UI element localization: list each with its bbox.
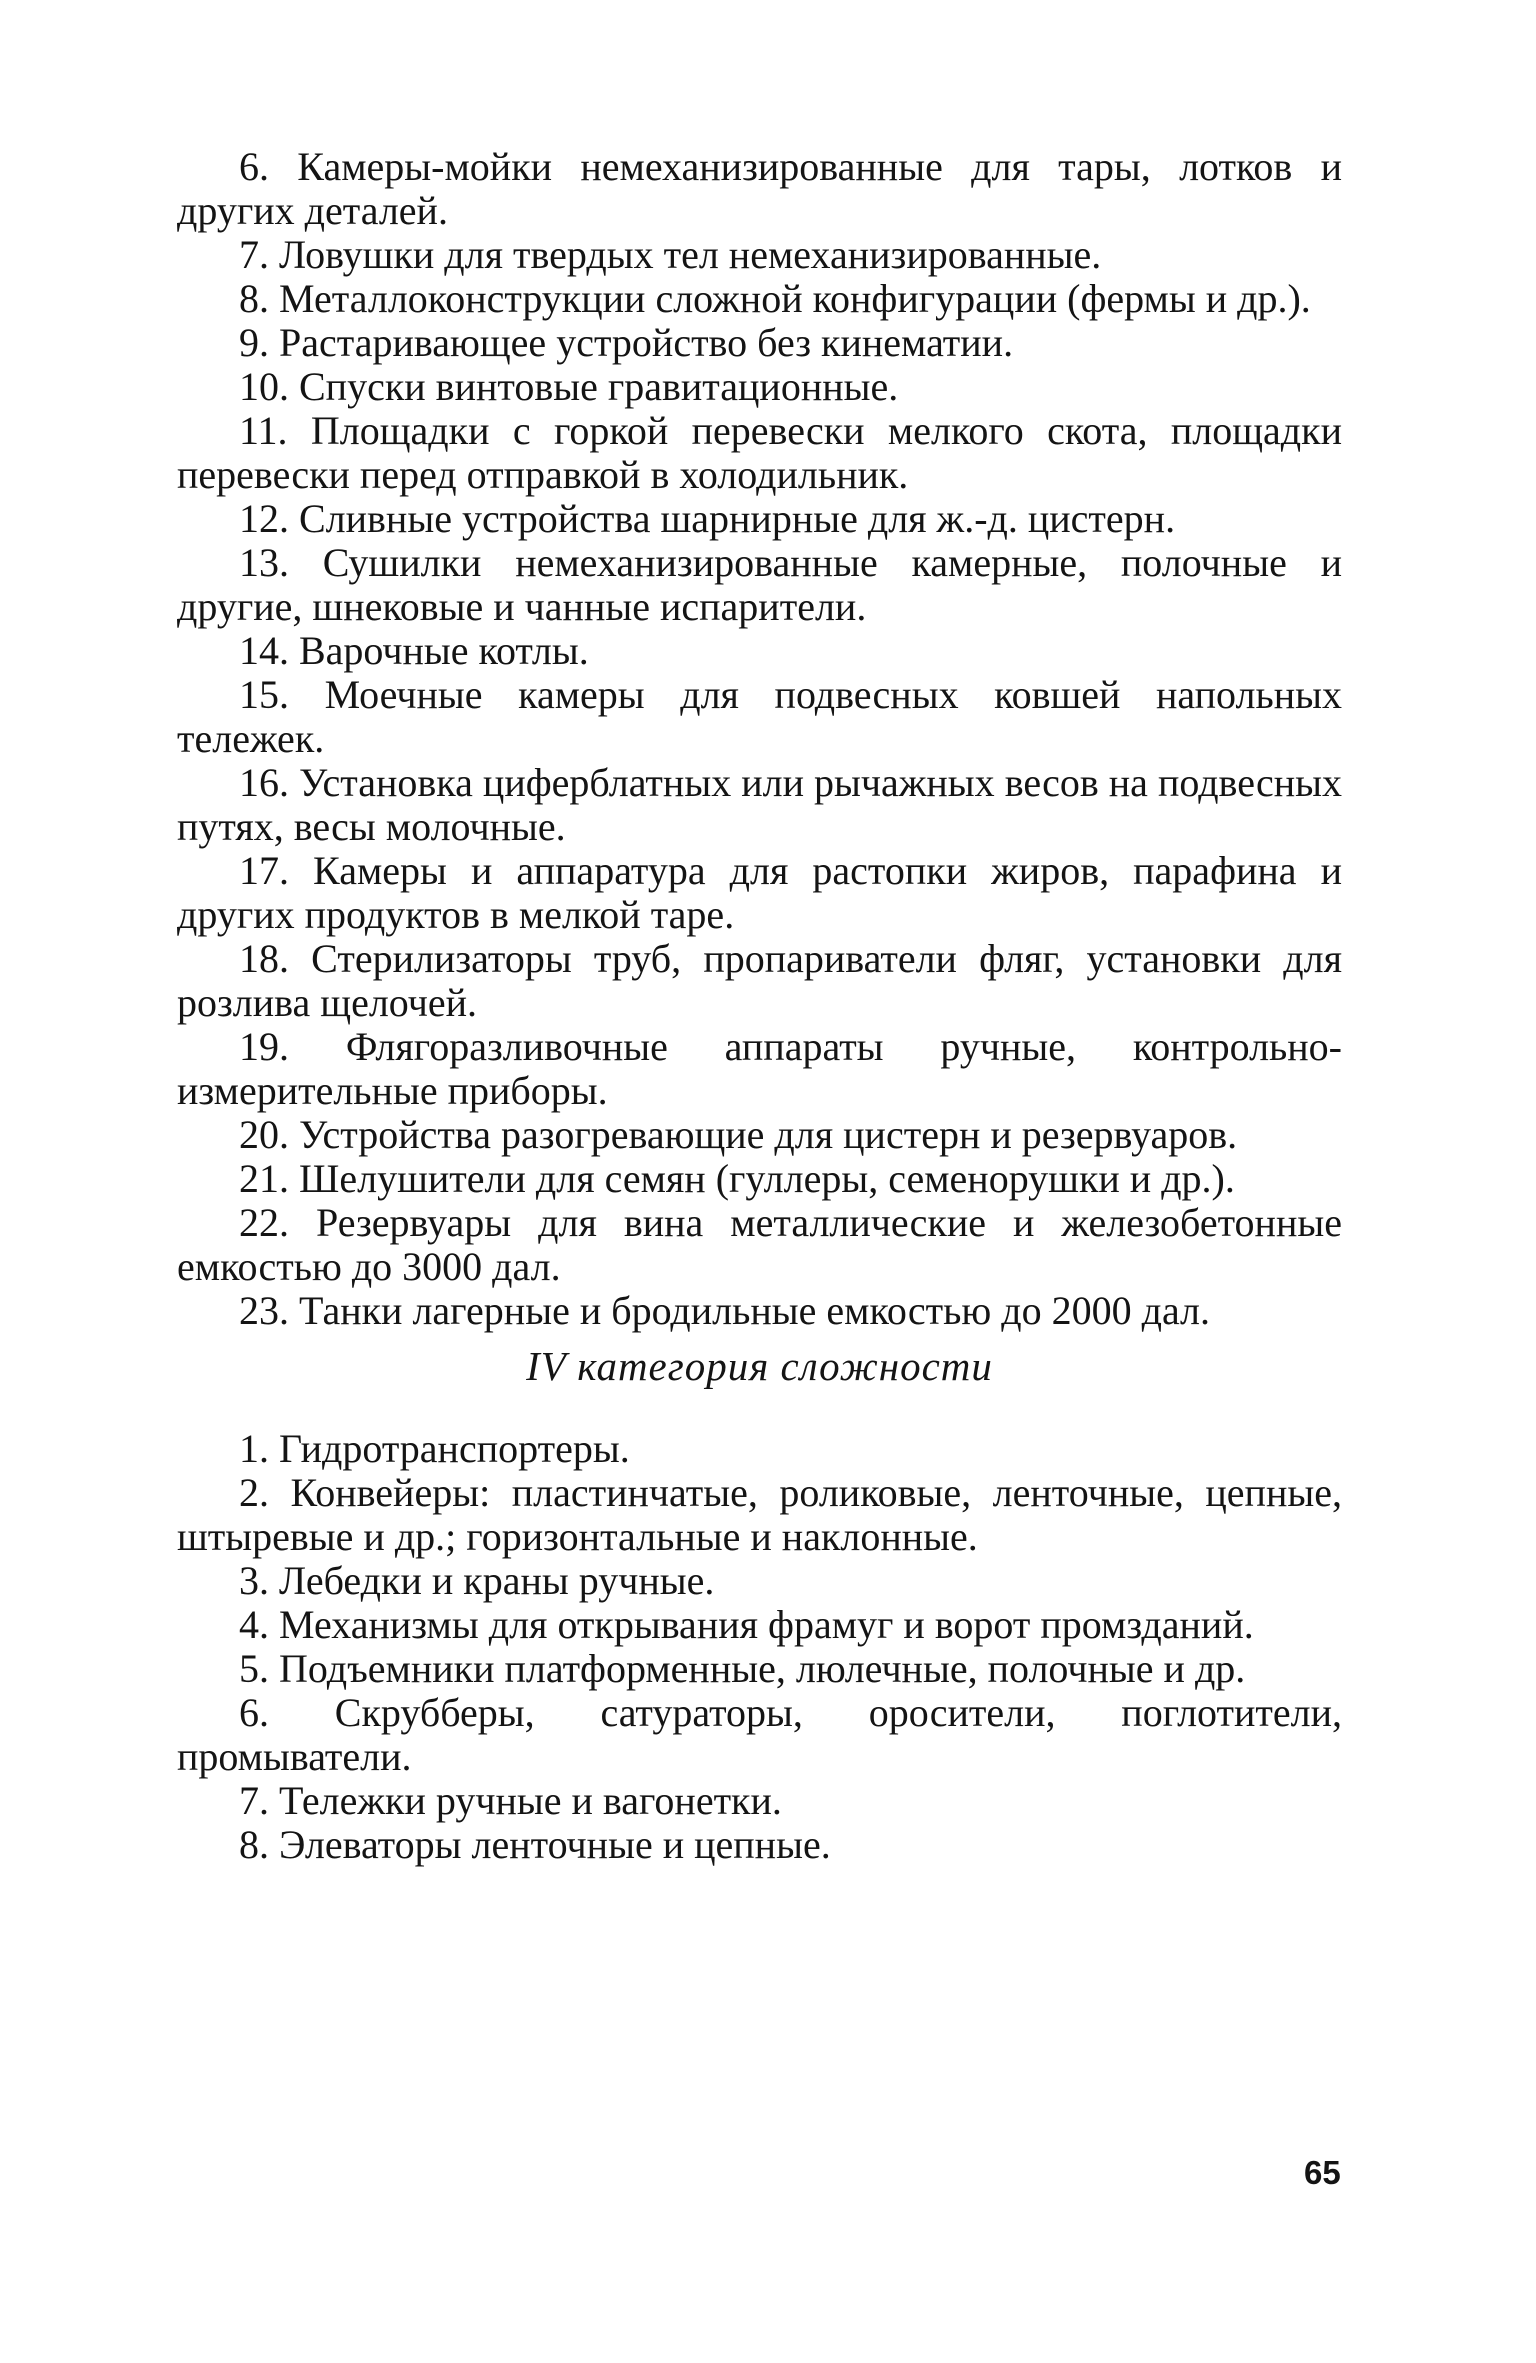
list-item: 6. Камеры-мойки немеханизированные для тары, лотков и других деталей. (177, 144, 1342, 233)
list-item: 8. Элеваторы ленточные и цепные. (239, 1822, 831, 1867)
list-item: 10. Спуски винтовые гравитационные. (239, 364, 899, 409)
list-item: 19. Флягоразливочные аппараты ручные, контрольно-измерительные приборы. (177, 1024, 1342, 1113)
list-item: 20. Устройства разогревающие для цистерн и резервуаров. (239, 1112, 1238, 1157)
list-item: 22. Резервуары для вина металлические и железобетонные емкостью до 3000 дал. (177, 1200, 1342, 1289)
list-item: 9. Растаривающее устройство без кинематии. (239, 320, 1014, 365)
list-item: 15. Моечные камеры для подвесных ковшей напольных тележек. (177, 672, 1342, 761)
list-item: 16. Установка циферблатных или рычажных весов на подвесных путях, весы молочные. (177, 760, 1342, 849)
list-item: 3. Лебедки и краны ручные. (239, 1558, 715, 1603)
item-list-part1 (177, 145, 1342, 1333)
list-item: 17. Камеры и аппаратура для растопки жиров, парафина и других продуктов в мелкой таре. (177, 848, 1342, 937)
list-item: 18. Стерилизаторы труб, пропариватели фляг, установки для розлива щелочей. (177, 936, 1342, 1025)
list-item: 13. Сушилки немеханизированные камерные, полочные и другие, шнековые и чанные испарители. (177, 540, 1342, 629)
list-item: 4. Механизмы для открывания фрамуг и ворот промзданий. (239, 1602, 1254, 1647)
list-item: 21. Шелушители для семян (гуллеры, семенорушки и др.). (239, 1156, 1235, 1201)
list-item: 1. Гидротранспортеры. (239, 1426, 630, 1471)
list-item: 7. Тележки ручные и вагонетки. (239, 1778, 782, 1823)
list-item: 6. Скрубберы, сатураторы, оросители, поглотители, промыватели. (177, 1690, 1342, 1779)
list-item: 14. Варочные котлы. (239, 628, 589, 673)
page-number: 65 (1304, 2154, 1341, 2191)
list-item: 8. Металлоконструкции сложной конфигурации (фермы и др.). (239, 276, 1311, 321)
section-heading: IV категория сложности (526, 1343, 993, 1389)
list-item: 5. Подъемники платформенные, люлечные, полочные и др. (239, 1646, 1246, 1691)
list-item: 23. Танки лагерные и бродильные емкостью до 2000 дал. (239, 1288, 1211, 1333)
list-item: 2. Конвейеры: пластинчатые, роликовые, ленточные, цепные, штыревые и др.; горизонтальные и наклонные. (177, 1470, 1342, 1559)
list-item: 12. Сливные устройства шарнирные для ж.-д. цистерн. (239, 496, 1176, 541)
text-block (177, 145, 1342, 1867)
item-list-part2 (177, 1427, 1342, 1867)
list-item: 7. Ловушки для твердых тел немеханизированные. (239, 232, 1102, 277)
list-item: 11. Площадки с горкой перевески мелкого скота, площадки перевески перед отправкой в холодильник. (177, 408, 1342, 497)
